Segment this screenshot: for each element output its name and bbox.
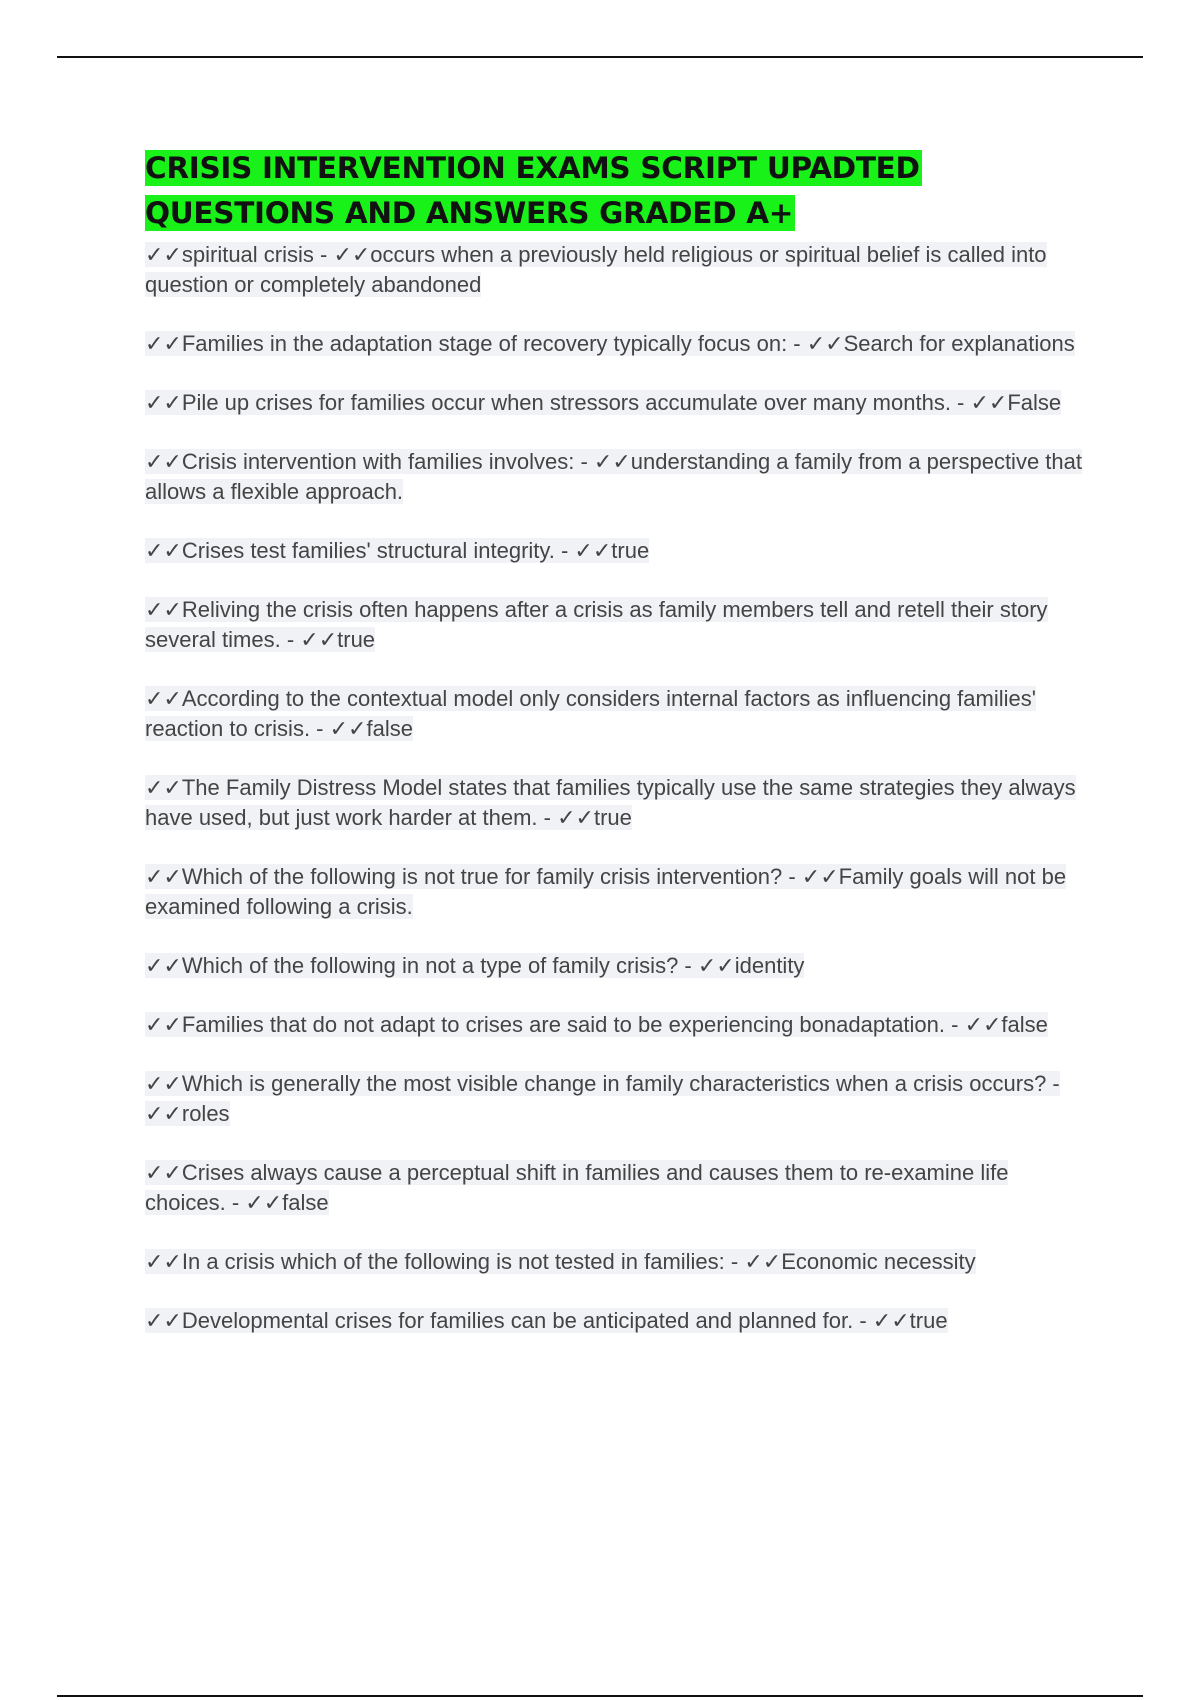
qa-list — [145, 240, 1095, 1336]
qa-item — [145, 1069, 1095, 1129]
qa-item-text: ✓✓Which of the following is not true for family crisis intervention? - ✓✓Family goals will not be examined following a crisis. — [145, 864, 1067, 919]
qa-item-text: ✓✓Which of the following in not a type of family crisis? - ✓✓identity — [145, 953, 805, 978]
qa-item-text: ✓✓Families that do not adapt to crises are said to be experiencing bonadaptation. - ✓✓false — [145, 1012, 1048, 1037]
document-title — [145, 146, 1095, 236]
qa-item — [145, 1158, 1095, 1218]
qa-item — [145, 1306, 1095, 1336]
qa-item — [145, 240, 1095, 300]
qa-item — [145, 536, 1095, 566]
qa-item-text: ✓✓In a crisis which of the following is not tested in families: - ✓✓Economic necessity — [145, 1249, 976, 1274]
qa-item-text: ✓✓Crises test families' structural integrity. - ✓✓true — [145, 538, 650, 563]
qa-item-text: ✓✓Crises always cause a perceptual shift in families and causes them to re-examine life choices. - ✓✓false — [145, 1160, 1009, 1215]
qa-item-text: ✓✓Which is generally the most visible change in family characteristics when a crisis occurs? - ✓✓roles — [145, 1071, 1060, 1126]
top-rule — [57, 56, 1143, 58]
qa-item — [145, 684, 1095, 744]
qa-item — [145, 951, 1095, 981]
qa-item-text: ✓✓spiritual crisis - ✓✓occurs when a previously held religious or spiritual belief is called into question or completely abandoned — [145, 242, 1047, 297]
qa-item — [145, 447, 1095, 507]
qa-item-text: ✓✓Developmental crises for families can be anticipated and planned for. - ✓✓true — [145, 1308, 948, 1333]
qa-item-text: ✓✓Reliving the crisis often happens after a crisis as family members tell and retell their story several times. - ✓✓true — [145, 597, 1048, 652]
bottom-rule — [57, 1695, 1143, 1697]
qa-item — [145, 1247, 1095, 1277]
qa-item-text: ✓✓The Family Distress Model states that families typically use the same strategies they always have used, but just work harder at them. - ✓✓true — [145, 775, 1076, 830]
qa-item — [145, 388, 1095, 418]
document-body — [145, 146, 1095, 1365]
qa-item-text: ✓✓Families in the adaptation stage of recovery typically focus on: - ✓✓Search for explanations — [145, 331, 1075, 356]
qa-item-text: ✓✓Pile up crises for families occur when stressors accumulate over many months. - ✓✓False — [145, 390, 1062, 415]
qa-item — [145, 329, 1095, 359]
qa-item — [145, 773, 1095, 833]
qa-item — [145, 862, 1095, 922]
document-title-text: CRISIS INTERVENTION EXAMS SCRIPT UPADTED QUESTIONS AND ANSWERS GRADED A+ — [145, 151, 920, 230]
qa-item-text: ✓✓According to the contextual model only considers internal factors as influencing families' reaction to crisis. - ✓✓false — [145, 686, 1036, 741]
qa-item — [145, 595, 1095, 655]
qa-item — [145, 1010, 1095, 1040]
qa-item-text: ✓✓Crisis intervention with families involves: - ✓✓understanding a family from a perspective that allows a flexible approach. — [145, 449, 1082, 504]
